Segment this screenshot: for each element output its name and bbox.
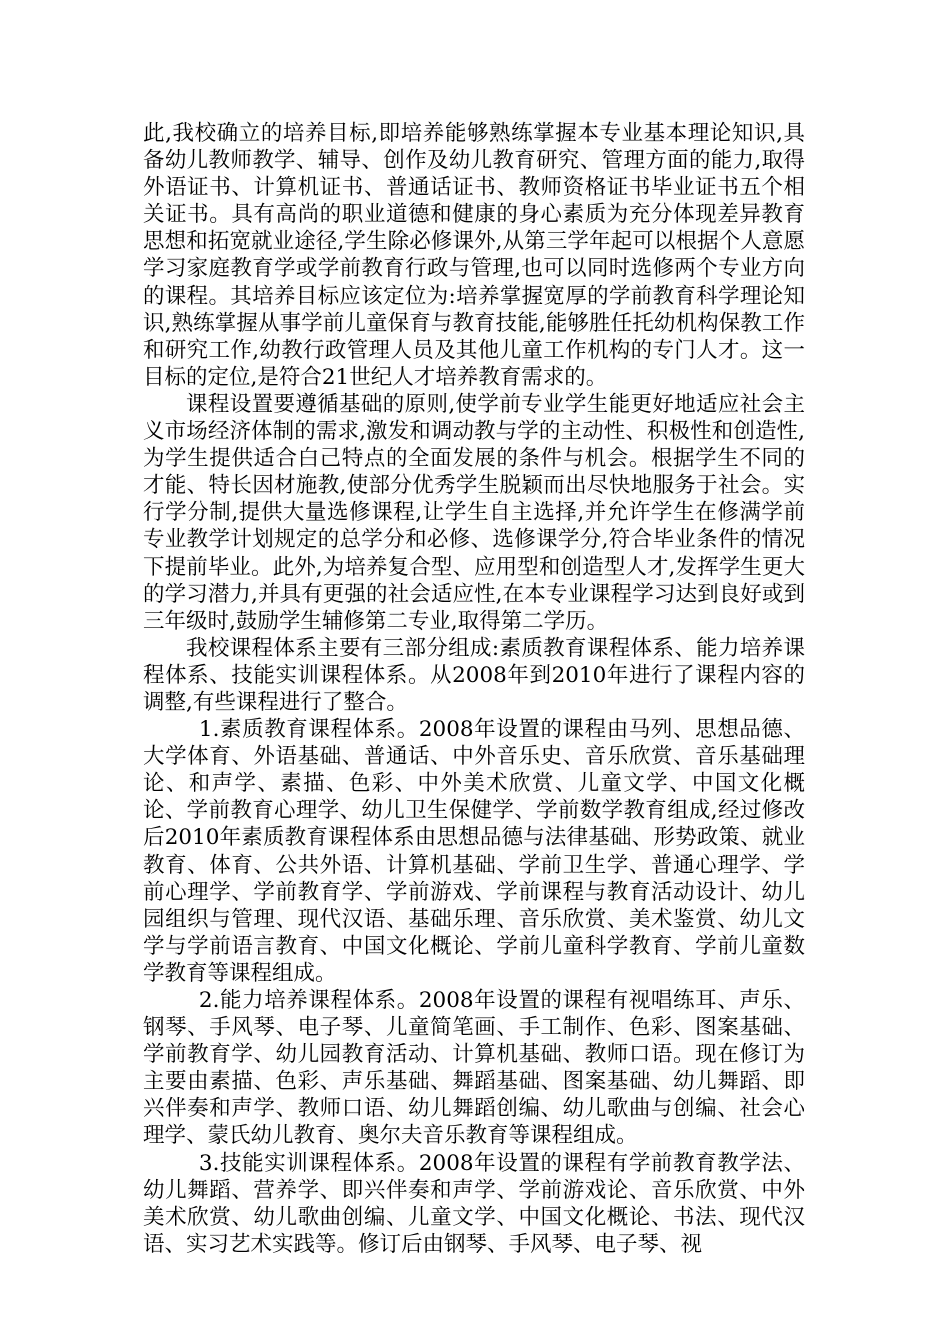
document-body: [143, 120, 805, 1258]
paragraph-skills-training: 3.技能实训课程体系。2008年设置的课程有学前教育教学法、幼儿舞蹈、营养学、即兴伴奏和声学、学前游戏论、音乐欣赏、中外美术欣赏、幼儿歌曲创编、儿童文学、中国文化概论、书法、现代汉语、实习艺术实践等。修订后由钢琴、手风琴、电子琴、视: [143, 1150, 805, 1257]
paragraph-curriculum-structure: 我校课程体系主要有三部分组成:素质教育课程体系、能力培养课程体系、技能实训课程体系。从2008年到2010年进行了课程内容的调整,有些课程进行了整合。: [143, 635, 805, 715]
paragraph-curriculum-principle: 课程设置要遵循基础的原则,使学前专业学生能更好地适应社会主义市场经济体制的需求,激发和调动教与学的主动性、积极性和创造性,为学生提供适合白己特点的全面发展的条件与机会。根据学生不同的才能、特长因材施教,使部分优秀学生脱颖而出尽快地服务于社会。实行学分制,提供大量选修课程,让学生自主选择,并允许学生在修满学前专业教学计划规定的总学分和必修、选修课学分,符合毕业条件的情况下提前毕业。此外,为培养复合型、应用型和创造型人才,发挥学生更大的学习潜力,并具有更强的社会适应性,在本专业课程学习达到良好或到三年级时,鼓励学生辅修第二专业,取得第二学历。: [143, 391, 805, 634]
paragraph-ability-training: 2.能力培养课程体系。2008年设置的课程有视唱练耳、声乐、钢琴、手风琴、电子琴、儿童简笔画、手工制作、色彩、图案基础、学前教育学、幼儿园教育活动、计算机基础、教师口语。现在修订为主要由素描、色彩、声乐基础、舞蹈基础、图案基础、幼儿舞蹈、即兴伴奏和声学、教师口语、幼儿舞蹈创编、幼儿歌曲与创编、社会心理学、蒙氏幼儿教育、奥尔夫音乐教育等课程组成。: [143, 988, 805, 1149]
paragraph-quality-education: 1.素质教育课程体系。2008年设置的课程由马列、思想品德、大学体育、外语基础、普通话、中外音乐史、音乐欣赏、音乐基础理论、和声学、素描、色彩、中外美术欣赏、儿童文学、中国文化概论、学前教育心理学、幼儿卫生保健学、学前数学教育组成,经过修改后2010年素质教育课程体系由思想品德与法律基础、形势政策、就业教育、体育、公共外语、计算机基础、学前卫生学、普通心理学、学前心理学、学前教育学、学前游戏、学前课程与教育活动设计、幼儿园组织与管理、现代汉语、基础乐理、音乐欣赏、美术鉴赏、幼儿文学与学前语言教育、中国文化概论、学前儿童科学教育、学前儿童数学教育等课程组成。: [143, 717, 805, 986]
paragraph-training-goal: 此,我校确立的培养目标,即培养能够熟练掌握本专业基本理论知识,具备幼儿教师教学、辅导、创作及幼儿教育研究、管理方面的能力,取得外语证书、计算机证书、普通话证书、教师资格证书毕业证书五个相关证书。具有高尚的职业道德和健康的身心素质为充分体现差异教育思想和拓宽就业途径,学生除必修课外,从第三学年起可以根据个人意愿学习家庭教育学或学前教育行政与管理,也可以同时选修两个专业方向的课程。其培养目标应该定位为:培养掌握宽厚的学前教育科学理论知识,熟练掌握从事学前儿童保育与教育技能,能够胜任托幼机构保教工作和研究工作,幼教行政管理人员及其他儿童工作机构的专门人才。这一目标的定位,是符合21世纪人才培养教育需求的。: [143, 121, 805, 390]
